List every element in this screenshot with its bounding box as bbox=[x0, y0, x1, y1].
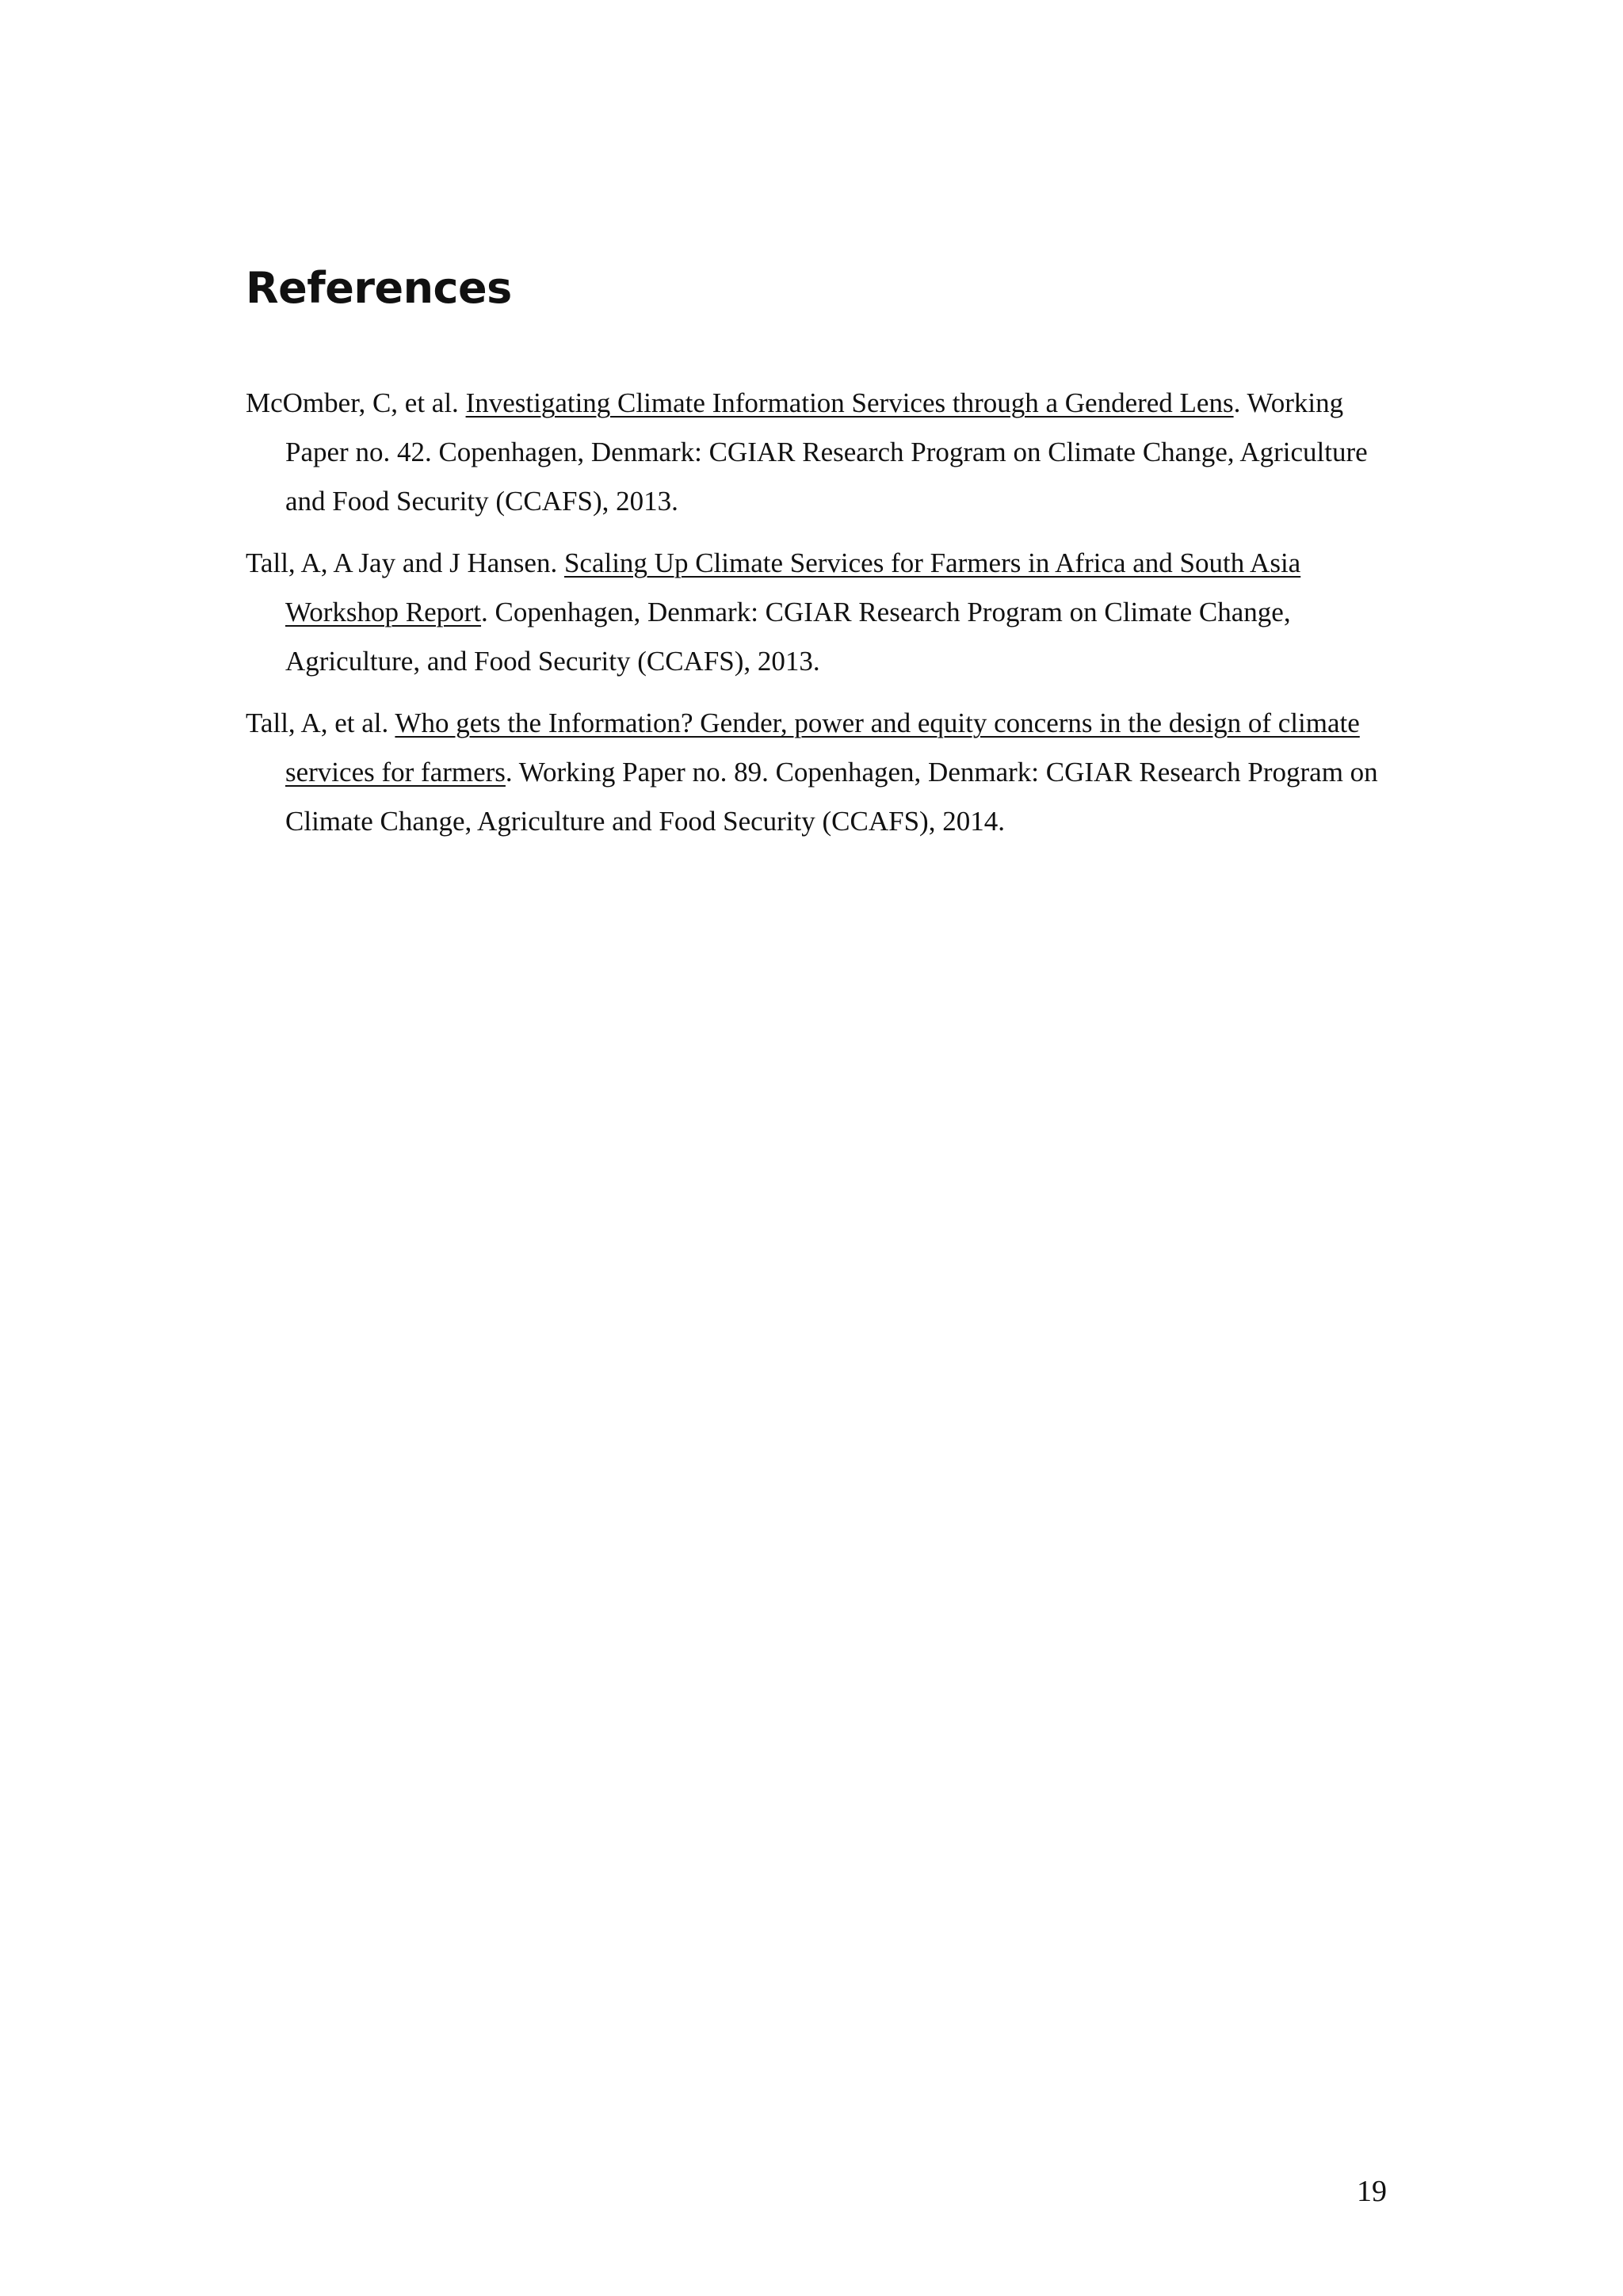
reference-list bbox=[246, 379, 1395, 859]
reference-authors: McOmber, C, et al. bbox=[246, 387, 466, 418]
reference-title-link[interactable]: Investigating Climate Information Services through a Gendered Lens bbox=[465, 387, 1234, 418]
reference-details: . Working Paper no. 89. Copenhagen, Denmark: CGIAR Research Program on Climate Change, Agriculture and Food Security (CCAFS), 2014. bbox=[285, 757, 1378, 837]
reference-item bbox=[246, 379, 1395, 526]
reference-title-link[interactable]: Who gets the Information? Gender, power and equity concerns in the design of climate services for farmers bbox=[285, 707, 1360, 788]
reference-details: . Copenhagen, Denmark: CGIAR Research Program on Climate Change, Agriculture, and Food Security (CCAFS), 2013. bbox=[285, 597, 1291, 677]
reference-title-link[interactable]: Scaling Up Climate Services for Farmers in Africa and South Asia Workshop Report bbox=[285, 547, 1301, 627]
references-heading: References bbox=[246, 263, 512, 313]
reference-authors: Tall, A, et al. bbox=[246, 707, 395, 738]
reference-authors: Tall, A, A Jay and J Hansen. bbox=[246, 547, 564, 578]
reference-details: . Working Paper no. 42. Copenhagen, Denmark: CGIAR Research Program on Climate Change, Agriculture and Food Security (CCAFS), 2013. bbox=[285, 387, 1368, 517]
reference-item bbox=[246, 539, 1395, 686]
page-number: 19 bbox=[1357, 2175, 1387, 2208]
reference-item bbox=[246, 699, 1395, 846]
